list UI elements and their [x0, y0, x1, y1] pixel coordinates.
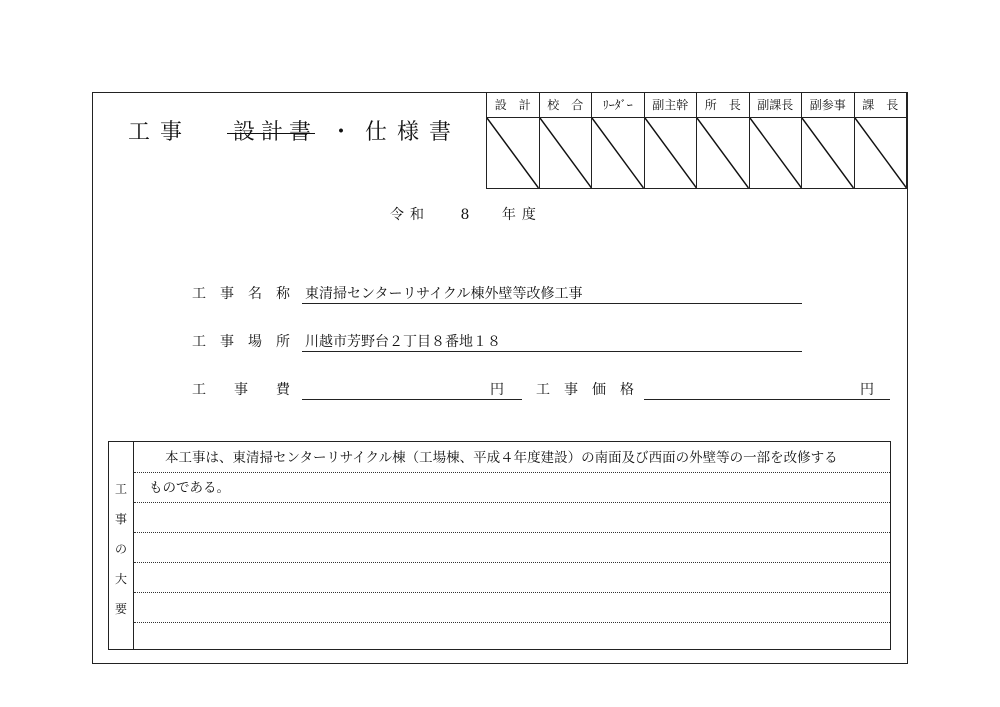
summary-line-2: ものである。: [149, 480, 230, 496]
summary-side-char: の: [114, 542, 127, 556]
summary-ruled-line: [134, 622, 890, 623]
approval-header-kougou: 校 合: [539, 93, 592, 118]
approval-header-fukusanji: 副参事: [802, 93, 855, 118]
summary-ruled-line: [134, 562, 890, 563]
title-separator: ・: [330, 120, 353, 145]
project-location-underline: [302, 351, 802, 352]
project-name-value: 東清掃センターリサイクル棟外壁等改修工事: [305, 286, 583, 302]
approval-header-sekkei: 設 計: [487, 93, 540, 118]
title-shiyou: 仕様書: [365, 120, 462, 145]
approval-box: [854, 118, 907, 189]
diagonal-strike: [802, 118, 854, 188]
approval-box: [592, 118, 645, 189]
summary-ruled-line: [134, 532, 890, 533]
construction-cost-yen: 円: [490, 382, 504, 398]
construction-price-yen: 円: [860, 382, 874, 398]
approval-box: [697, 118, 750, 189]
diagonal-strike: [540, 118, 592, 188]
summary-side-char: 要: [114, 602, 127, 616]
diagonal-strike: [592, 118, 644, 188]
title-sekkei-struck: 設計書: [233, 118, 317, 148]
construction-price-underline: [644, 399, 890, 400]
diagonal-strike: [855, 118, 907, 188]
approval-header-kachou: 課 長: [854, 93, 907, 118]
project-summary-box: [108, 441, 891, 650]
summary-side-char: 工: [114, 482, 127, 496]
approval-box: [539, 118, 592, 189]
summary-side-column: [109, 442, 134, 649]
approval-header-shochou: 所 長: [697, 93, 750, 118]
title-kouji: 工事: [128, 120, 193, 145]
construction-cost-label: 工 事 費: [192, 382, 290, 398]
construction-cost-underline: [302, 399, 522, 400]
approval-box: [749, 118, 802, 189]
approval-box: [644, 118, 697, 189]
diagonal-strike: [645, 118, 697, 188]
summary-ruled-line: [134, 592, 890, 593]
summary-ruled-line: [134, 472, 890, 473]
document-title: [128, 118, 461, 148]
approval-header-leader: ﾘｰﾀﾞｰ: [592, 93, 645, 118]
project-name-label: 工 事 名 称: [192, 286, 290, 302]
summary-line-1: 本工事は、東清掃センターリサイクル棟（工場棟、平成４年度建設）の南面及び西面の外壁等の一部を改修する: [165, 450, 838, 466]
fiscal-year-era: 令和: [390, 207, 430, 223]
fiscal-year: [390, 206, 542, 224]
project-location-label: 工 事 場 所: [192, 334, 290, 350]
diagonal-strike: [750, 118, 802, 188]
approval-header-fukushukan: 副主幹: [644, 93, 697, 118]
approval-stamp-table: [486, 92, 907, 189]
approval-box: [487, 118, 540, 189]
diagonal-strike: [697, 118, 749, 188]
fiscal-year-number: 8: [460, 207, 470, 223]
approval-box: [802, 118, 855, 189]
summary-side-char: 事: [114, 512, 127, 526]
fiscal-year-suffix: 年度: [501, 207, 542, 223]
summary-ruled-line: [134, 502, 890, 503]
summary-side-char: 大: [114, 572, 127, 586]
approval-header-fukukachou: 副課長: [749, 93, 802, 118]
diagonal-strike: [487, 118, 539, 188]
project-name-underline: [302, 303, 802, 304]
project-location-value: 川越市芳野台２丁目８番地１８: [305, 334, 501, 350]
construction-price-label: 工 事 価 格: [536, 382, 634, 398]
